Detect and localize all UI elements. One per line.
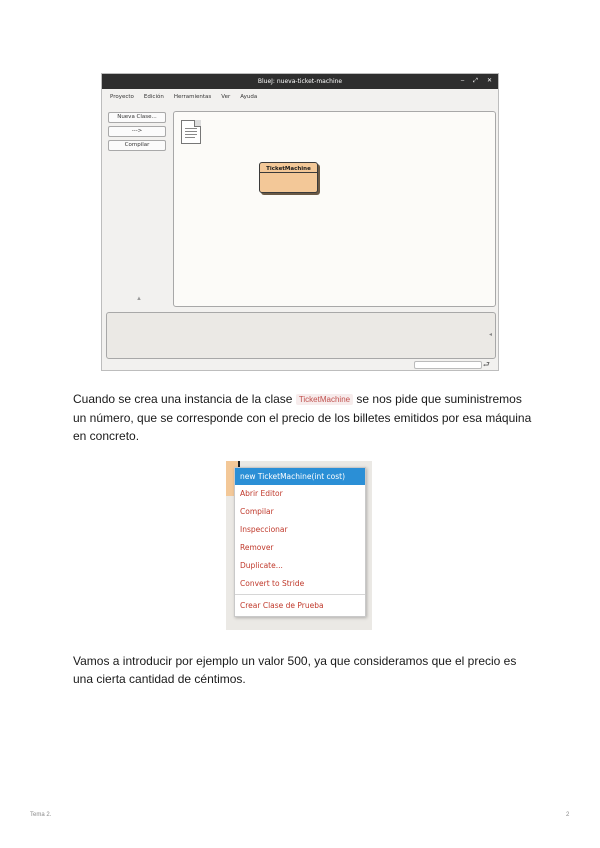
paragraph-instance-creation <box>73 390 533 445</box>
readme-document-icon[interactable] <box>181 120 201 144</box>
menu-item-create-test-class[interactable]: Crear Clase de Prueba <box>240 601 324 610</box>
page-number: 2 <box>566 812 570 818</box>
menu-bar <box>102 89 498 105</box>
menu-item-inspect[interactable]: Inspeccionar <box>240 525 288 534</box>
window-title: BlueJ: nueva-ticket-machine <box>257 78 343 85</box>
class-name-label: TicketMachine <box>260 163 317 173</box>
object-bench[interactable] <box>106 312 496 359</box>
footer-chapter: Tema 2. <box>30 812 52 818</box>
paragraph1-before: Cuando se crea una instancia de la clase <box>73 392 296 406</box>
bench-scroll-icon[interactable]: ◂ <box>488 332 492 338</box>
side-toolbar <box>108 112 168 154</box>
minimize-icon[interactable]: – <box>460 78 465 84</box>
context-menu-screenshot <box>226 461 372 630</box>
menu-item-new-instance[interactable]: new TicketMachine(int cost) <box>235 468 365 485</box>
menu-ayuda[interactable]: Ayuda <box>240 94 258 100</box>
menu-item-compile[interactable]: Compilar <box>240 507 274 516</box>
compile-button[interactable]: Compilar <box>108 140 166 151</box>
paragraph-enter-value: Vamos a introducir por ejemplo un valor 500, ya que consideramos que el precio es una cierta cantidad de céntimos. <box>73 654 517 686</box>
class-box-ticketmachine[interactable] <box>259 162 318 193</box>
window-titlebar <box>102 74 498 89</box>
status-field <box>414 361 482 369</box>
window-controls <box>461 74 492 89</box>
maximize-icon[interactable]: ⤢ <box>473 78 478 84</box>
menu-separator <box>235 594 365 595</box>
terminal-return-icon[interactable]: ⮐ <box>482 360 490 369</box>
bluej-window-screenshot <box>101 73 499 371</box>
new-class-button[interactable]: Nueva Clase... <box>108 112 166 123</box>
menu-item-remove[interactable]: Remover <box>240 543 274 552</box>
menu-proyecto[interactable]: Proyecto <box>110 94 134 100</box>
menu-item-open-editor[interactable]: Abrir Editor <box>240 489 283 498</box>
scroll-up-icon[interactable]: ▲ <box>136 296 142 302</box>
class-diagram-canvas[interactable] <box>173 111 496 307</box>
menu-item-duplicate[interactable]: Duplicate... <box>240 561 283 570</box>
menu-herramientas[interactable]: Herramientas <box>173 94 212 100</box>
menu-item-convert-stride[interactable]: Convert to Stride <box>240 579 305 588</box>
context-menu <box>234 467 366 617</box>
paragraph1-after: se nos pide que suministremos un número, que se corresponde con el precio de los billetes emitidos por esa máquina en concreto. <box>73 392 532 443</box>
new-arrow-button[interactable]: ---> <box>108 126 166 137</box>
menu-ver[interactable]: Ver <box>221 94 231 100</box>
menu-edicion[interactable]: Edición <box>143 94 164 100</box>
inline-code-ticketmachine: TicketMachine <box>296 394 353 405</box>
close-icon[interactable]: ✕ <box>486 78 492 84</box>
